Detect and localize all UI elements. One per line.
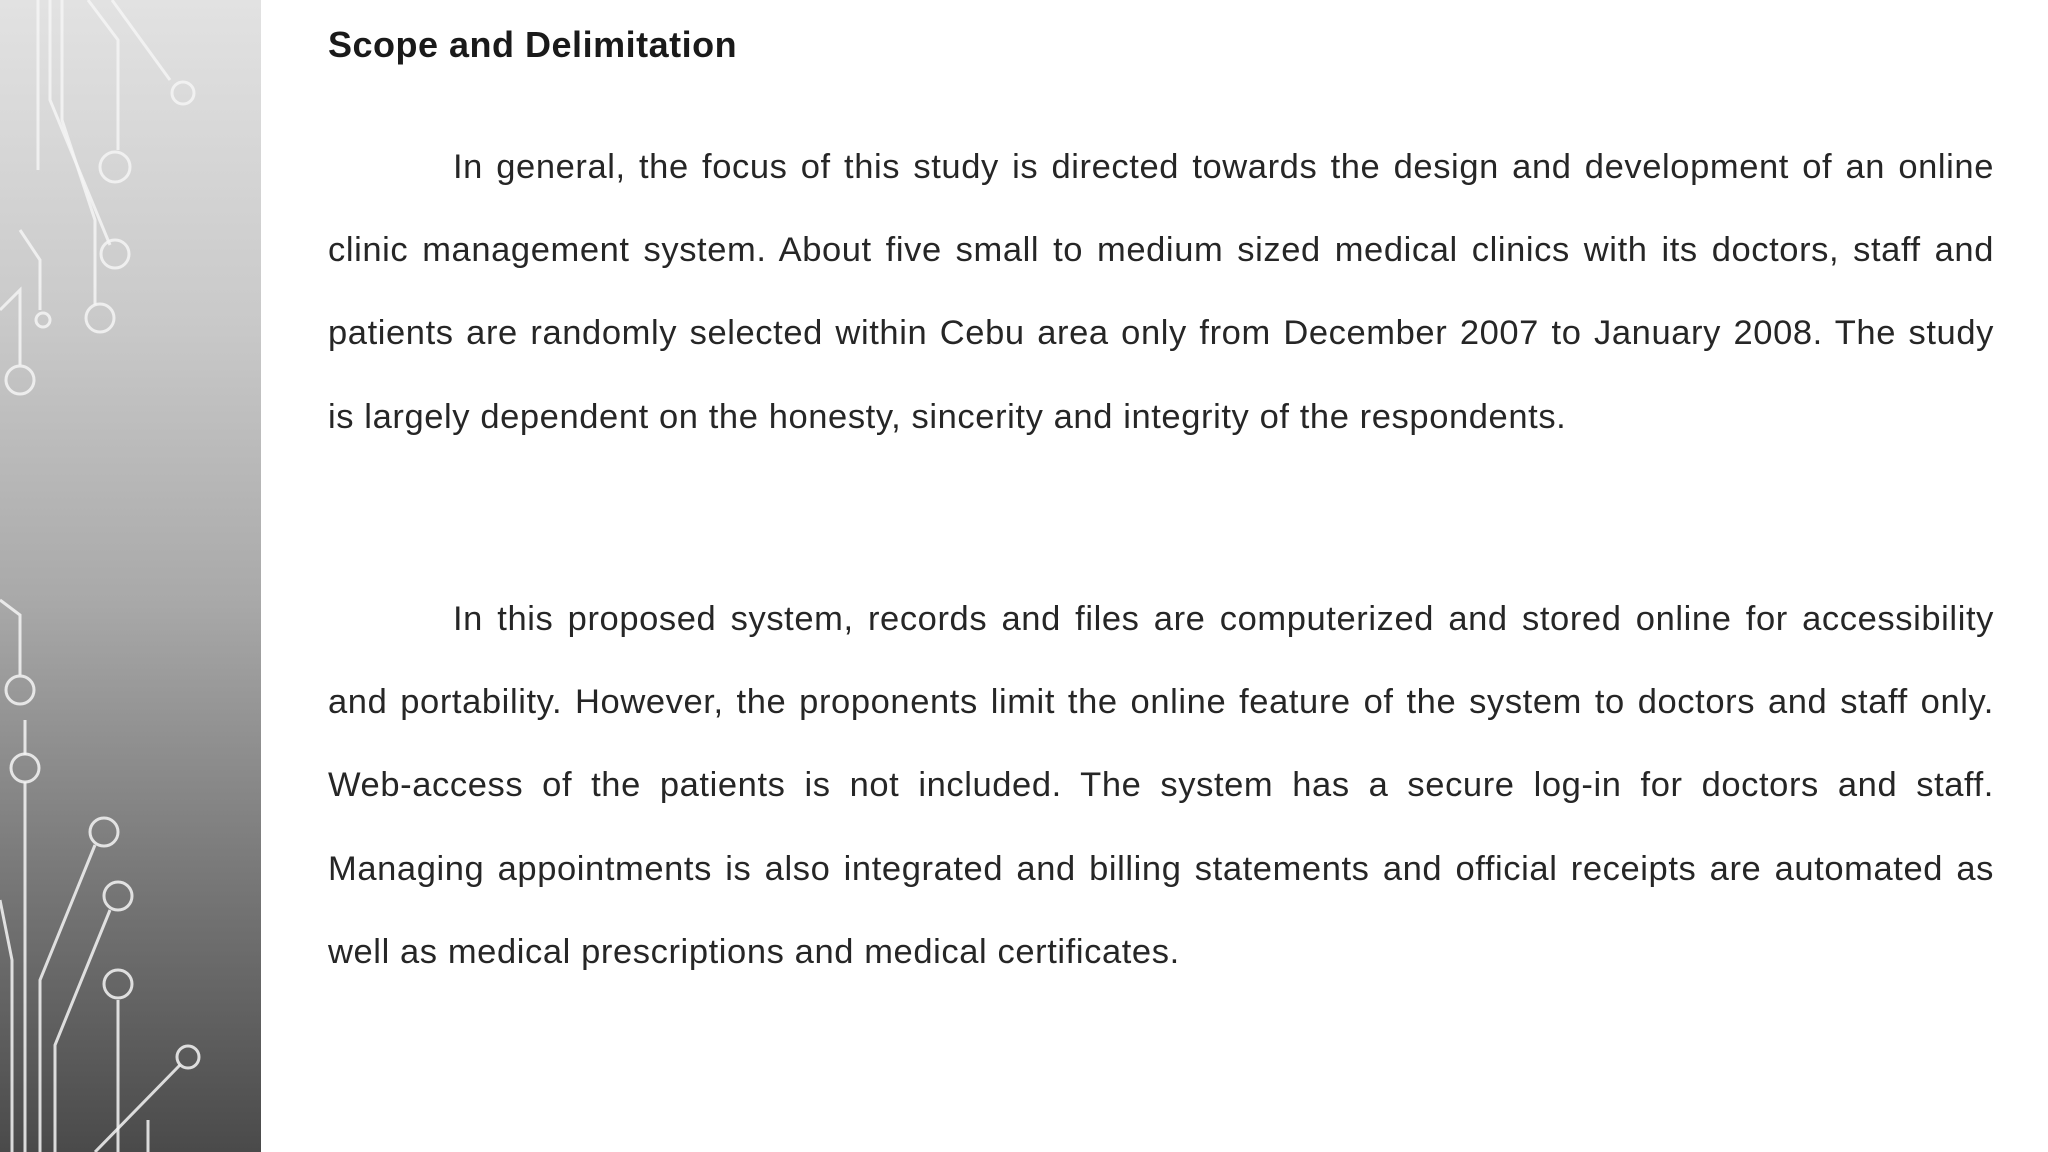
paragraph-delimitation: In this proposed system, records and files are computerized and stored online for accessibility and portability. However, the proponents limit the online feature of the system to doctors and staff only. Web-access of the patients is not included. The system has a secure log-in for doctors and staff. Managing appointments is also integrated and billing statements and official receipts are automated as well as medical prescriptions and medical certificates.: [328, 600, 1994, 971]
decorative-side-panel: [0, 0, 261, 1152]
paragraph-scope: In general, the focus of this study is directed towards the design and development of an online clinic management system. About five small to medium sized medical clinics with its doctors, staff and patients are randomly selected within Cebu area only from December 2007 to January 2008. The study is largely dependent on the honesty, sincerity and integrity of the respondents.: [328, 148, 1994, 436]
section-heading: Scope and Delimitation: [328, 24, 738, 65]
circuit-lines-icon: [0, 0, 261, 1152]
slide-content: [328, 0, 1994, 1152]
